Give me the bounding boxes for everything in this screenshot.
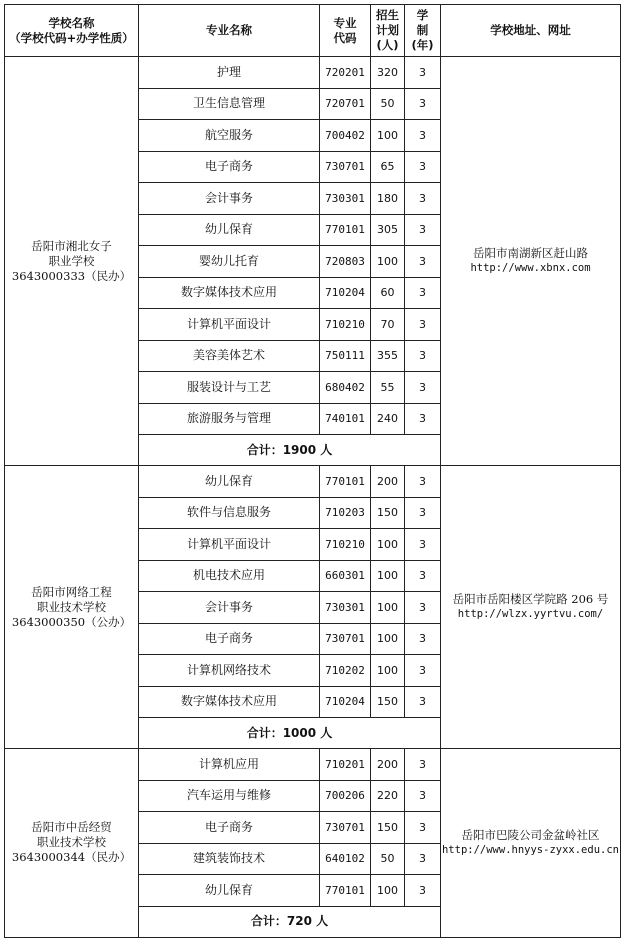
plan-count-cell: 320 xyxy=(371,57,405,89)
major-name-cell: 建筑装饰技术 xyxy=(139,843,320,875)
major-code-cell: 710202 xyxy=(320,655,371,687)
study-years-cell: 3 xyxy=(405,403,441,435)
school-name-cell xyxy=(5,466,139,749)
plan-count-cell: 220 xyxy=(371,780,405,812)
total-cell: 合计：720 人 xyxy=(139,906,441,937)
study-years-cell: 3 xyxy=(405,340,441,372)
major-name-cell: 幼儿保育 xyxy=(139,466,320,498)
study-years-cell: 3 xyxy=(405,88,441,120)
study-years-cell: 3 xyxy=(405,749,441,781)
major-name-cell: 电子商务 xyxy=(139,623,320,655)
school-address-cell xyxy=(441,466,621,749)
table-row xyxy=(5,466,621,498)
major-code-cell: 720803 xyxy=(320,246,371,278)
school-website-link[interactable]: http://www.xbnx.com xyxy=(470,262,591,274)
major-code-cell: 730701 xyxy=(320,151,371,183)
school-name-line: 3643000350（公办） xyxy=(11,614,132,629)
total-cell: 合计：1900 人 xyxy=(139,435,441,466)
table-row xyxy=(5,57,621,89)
plan-count-cell: 70 xyxy=(371,309,405,341)
study-years-cell: 3 xyxy=(405,214,441,246)
major-code-cell: 640102 xyxy=(320,843,371,875)
school-address: 岳阳市巴陵公司金盆岭社区 xyxy=(461,827,600,842)
study-years-cell: 3 xyxy=(405,120,441,152)
plan-count-cell: 100 xyxy=(371,120,405,152)
table-row xyxy=(5,749,621,781)
school-website-link[interactable]: http://wlzx.yyrtvu.com/ xyxy=(457,608,604,620)
major-name-cell: 数字媒体技术应用 xyxy=(139,686,320,718)
study-years-cell: 3 xyxy=(405,560,441,592)
major-name-cell: 计算机平面设计 xyxy=(139,529,320,561)
school-name-line: 3643000344（民办） xyxy=(11,850,132,865)
major-name-cell: 会计事务 xyxy=(139,183,320,215)
major-code-cell: 720201 xyxy=(320,57,371,89)
major-code-cell: 710203 xyxy=(320,497,371,529)
study-years-cell: 3 xyxy=(405,466,441,498)
major-code-cell: 770101 xyxy=(320,875,371,907)
header-school: 学校名称 （学校代码+办学性质） xyxy=(5,5,139,57)
major-code-cell: 750111 xyxy=(320,340,371,372)
school-name-line: 职业技术学校 xyxy=(37,835,106,850)
major-name-cell: 服装设计与工艺 xyxy=(139,372,320,404)
major-name-cell: 计算机网络技术 xyxy=(139,655,320,687)
major-code-cell: 710204 xyxy=(320,686,371,718)
major-name-cell: 幼儿保育 xyxy=(139,875,320,907)
major-name-cell: 计算机应用 xyxy=(139,749,320,781)
major-code-cell: 710210 xyxy=(320,529,371,561)
table-body xyxy=(5,57,621,938)
study-years-cell: 3 xyxy=(405,497,441,529)
plan-count-cell: 60 xyxy=(371,277,405,309)
major-name-cell: 婴幼儿托育 xyxy=(139,246,320,278)
major-code-cell: 730301 xyxy=(320,592,371,624)
study-years-cell: 3 xyxy=(405,529,441,561)
school-name-line: 岳阳市湘北女子 xyxy=(31,238,112,253)
school-name-line: 职业学校 xyxy=(48,253,95,268)
major-name-cell: 电子商务 xyxy=(139,812,320,844)
plan-count-cell: 50 xyxy=(371,843,405,875)
major-name-cell: 旅游服务与管理 xyxy=(139,403,320,435)
major-name-cell: 计算机平面设计 xyxy=(139,309,320,341)
major-code-cell: 710201 xyxy=(320,749,371,781)
major-code-cell: 700206 xyxy=(320,780,371,812)
header-row xyxy=(5,5,621,57)
plan-count-cell: 100 xyxy=(371,875,405,907)
school-address-cell xyxy=(441,57,621,466)
major-code-cell: 700402 xyxy=(320,120,371,152)
major-code-cell: 770101 xyxy=(320,214,371,246)
school-name-cell xyxy=(5,749,139,938)
plan-count-cell: 65 xyxy=(371,151,405,183)
plan-count-cell: 100 xyxy=(371,592,405,624)
major-code-cell: 660301 xyxy=(320,560,371,592)
header-plan: 招生 计划 (人) xyxy=(371,5,405,57)
plan-count-cell: 180 xyxy=(371,183,405,215)
study-years-cell: 3 xyxy=(405,592,441,624)
school-website-link[interactable]: http://www.hnyys-zyxx.edu.cn xyxy=(441,843,619,856)
school-name-line: 岳阳市中岳经贸 xyxy=(31,820,112,835)
plan-count-cell: 200 xyxy=(371,749,405,781)
header-code: 专业 代码 xyxy=(320,5,371,57)
study-years-cell: 3 xyxy=(405,875,441,907)
major-name-cell: 软件与信息服务 xyxy=(139,497,320,529)
study-years-cell: 3 xyxy=(405,57,441,89)
major-name-cell: 会计事务 xyxy=(139,592,320,624)
study-years-cell: 3 xyxy=(405,812,441,844)
major-code-cell: 770101 xyxy=(320,466,371,498)
plan-count-cell: 200 xyxy=(371,466,405,498)
plan-count-cell: 150 xyxy=(371,812,405,844)
plan-count-cell: 355 xyxy=(371,340,405,372)
major-code-cell: 740101 xyxy=(320,403,371,435)
plan-count-cell: 100 xyxy=(371,655,405,687)
header-years: 学 制 (年) xyxy=(405,5,441,57)
major-code-cell: 720701 xyxy=(320,88,371,120)
study-years-cell: 3 xyxy=(405,277,441,309)
study-years-cell: 3 xyxy=(405,372,441,404)
study-years-cell: 3 xyxy=(405,780,441,812)
header-address: 学校地址、网址 xyxy=(441,5,621,57)
major-name-cell: 幼儿保育 xyxy=(139,214,320,246)
study-years-cell: 3 xyxy=(405,151,441,183)
study-years-cell: 3 xyxy=(405,686,441,718)
plan-count-cell: 50 xyxy=(371,88,405,120)
plan-count-cell: 100 xyxy=(371,623,405,655)
school-address: 岳阳市岳阳楼区学院路 206 号 xyxy=(452,592,609,606)
plan-count-cell: 100 xyxy=(371,560,405,592)
major-name-cell: 汽车运用与维修 xyxy=(139,780,320,812)
major-code-cell: 730701 xyxy=(320,812,371,844)
major-name-cell: 美容美体艺术 xyxy=(139,340,320,372)
school-name-line: 岳阳市网络工程 xyxy=(31,584,112,599)
study-years-cell: 3 xyxy=(405,623,441,655)
plan-count-cell: 100 xyxy=(371,246,405,278)
study-years-cell: 3 xyxy=(405,309,441,341)
plan-count-cell: 150 xyxy=(371,686,405,718)
major-name-cell: 卫生信息管理 xyxy=(139,88,320,120)
school-address-cell xyxy=(441,749,621,938)
major-name-cell: 数字媒体技术应用 xyxy=(139,277,320,309)
header-major: 专业名称 xyxy=(139,5,320,57)
total-cell: 合计：1000 人 xyxy=(139,718,441,749)
school-name-line: 3643000333（民办） xyxy=(11,268,132,283)
plan-count-cell: 240 xyxy=(371,403,405,435)
major-name-cell: 电子商务 xyxy=(139,151,320,183)
study-years-cell: 3 xyxy=(405,246,441,278)
study-years-cell: 3 xyxy=(405,183,441,215)
major-code-cell: 680402 xyxy=(320,372,371,404)
major-code-cell: 710204 xyxy=(320,277,371,309)
plan-count-cell: 100 xyxy=(371,529,405,561)
plan-count-cell: 305 xyxy=(371,214,405,246)
major-name-cell: 航空服务 xyxy=(139,120,320,152)
major-code-cell: 730301 xyxy=(320,183,371,215)
study-years-cell: 3 xyxy=(405,843,441,875)
school-name-line: 职业技术学校 xyxy=(37,599,106,614)
plan-count-cell: 150 xyxy=(371,497,405,529)
major-code-cell: 710210 xyxy=(320,309,371,341)
major-name-cell: 护理 xyxy=(139,57,320,89)
school-address: 岳阳市南湖新区赶山路 xyxy=(473,246,588,260)
major-code-cell: 730701 xyxy=(320,623,371,655)
study-years-cell: 3 xyxy=(405,655,441,687)
enrollment-plan-table xyxy=(4,4,621,938)
major-name-cell: 机电技术应用 xyxy=(139,560,320,592)
school-name-cell xyxy=(5,57,139,466)
plan-count-cell: 55 xyxy=(371,372,405,404)
